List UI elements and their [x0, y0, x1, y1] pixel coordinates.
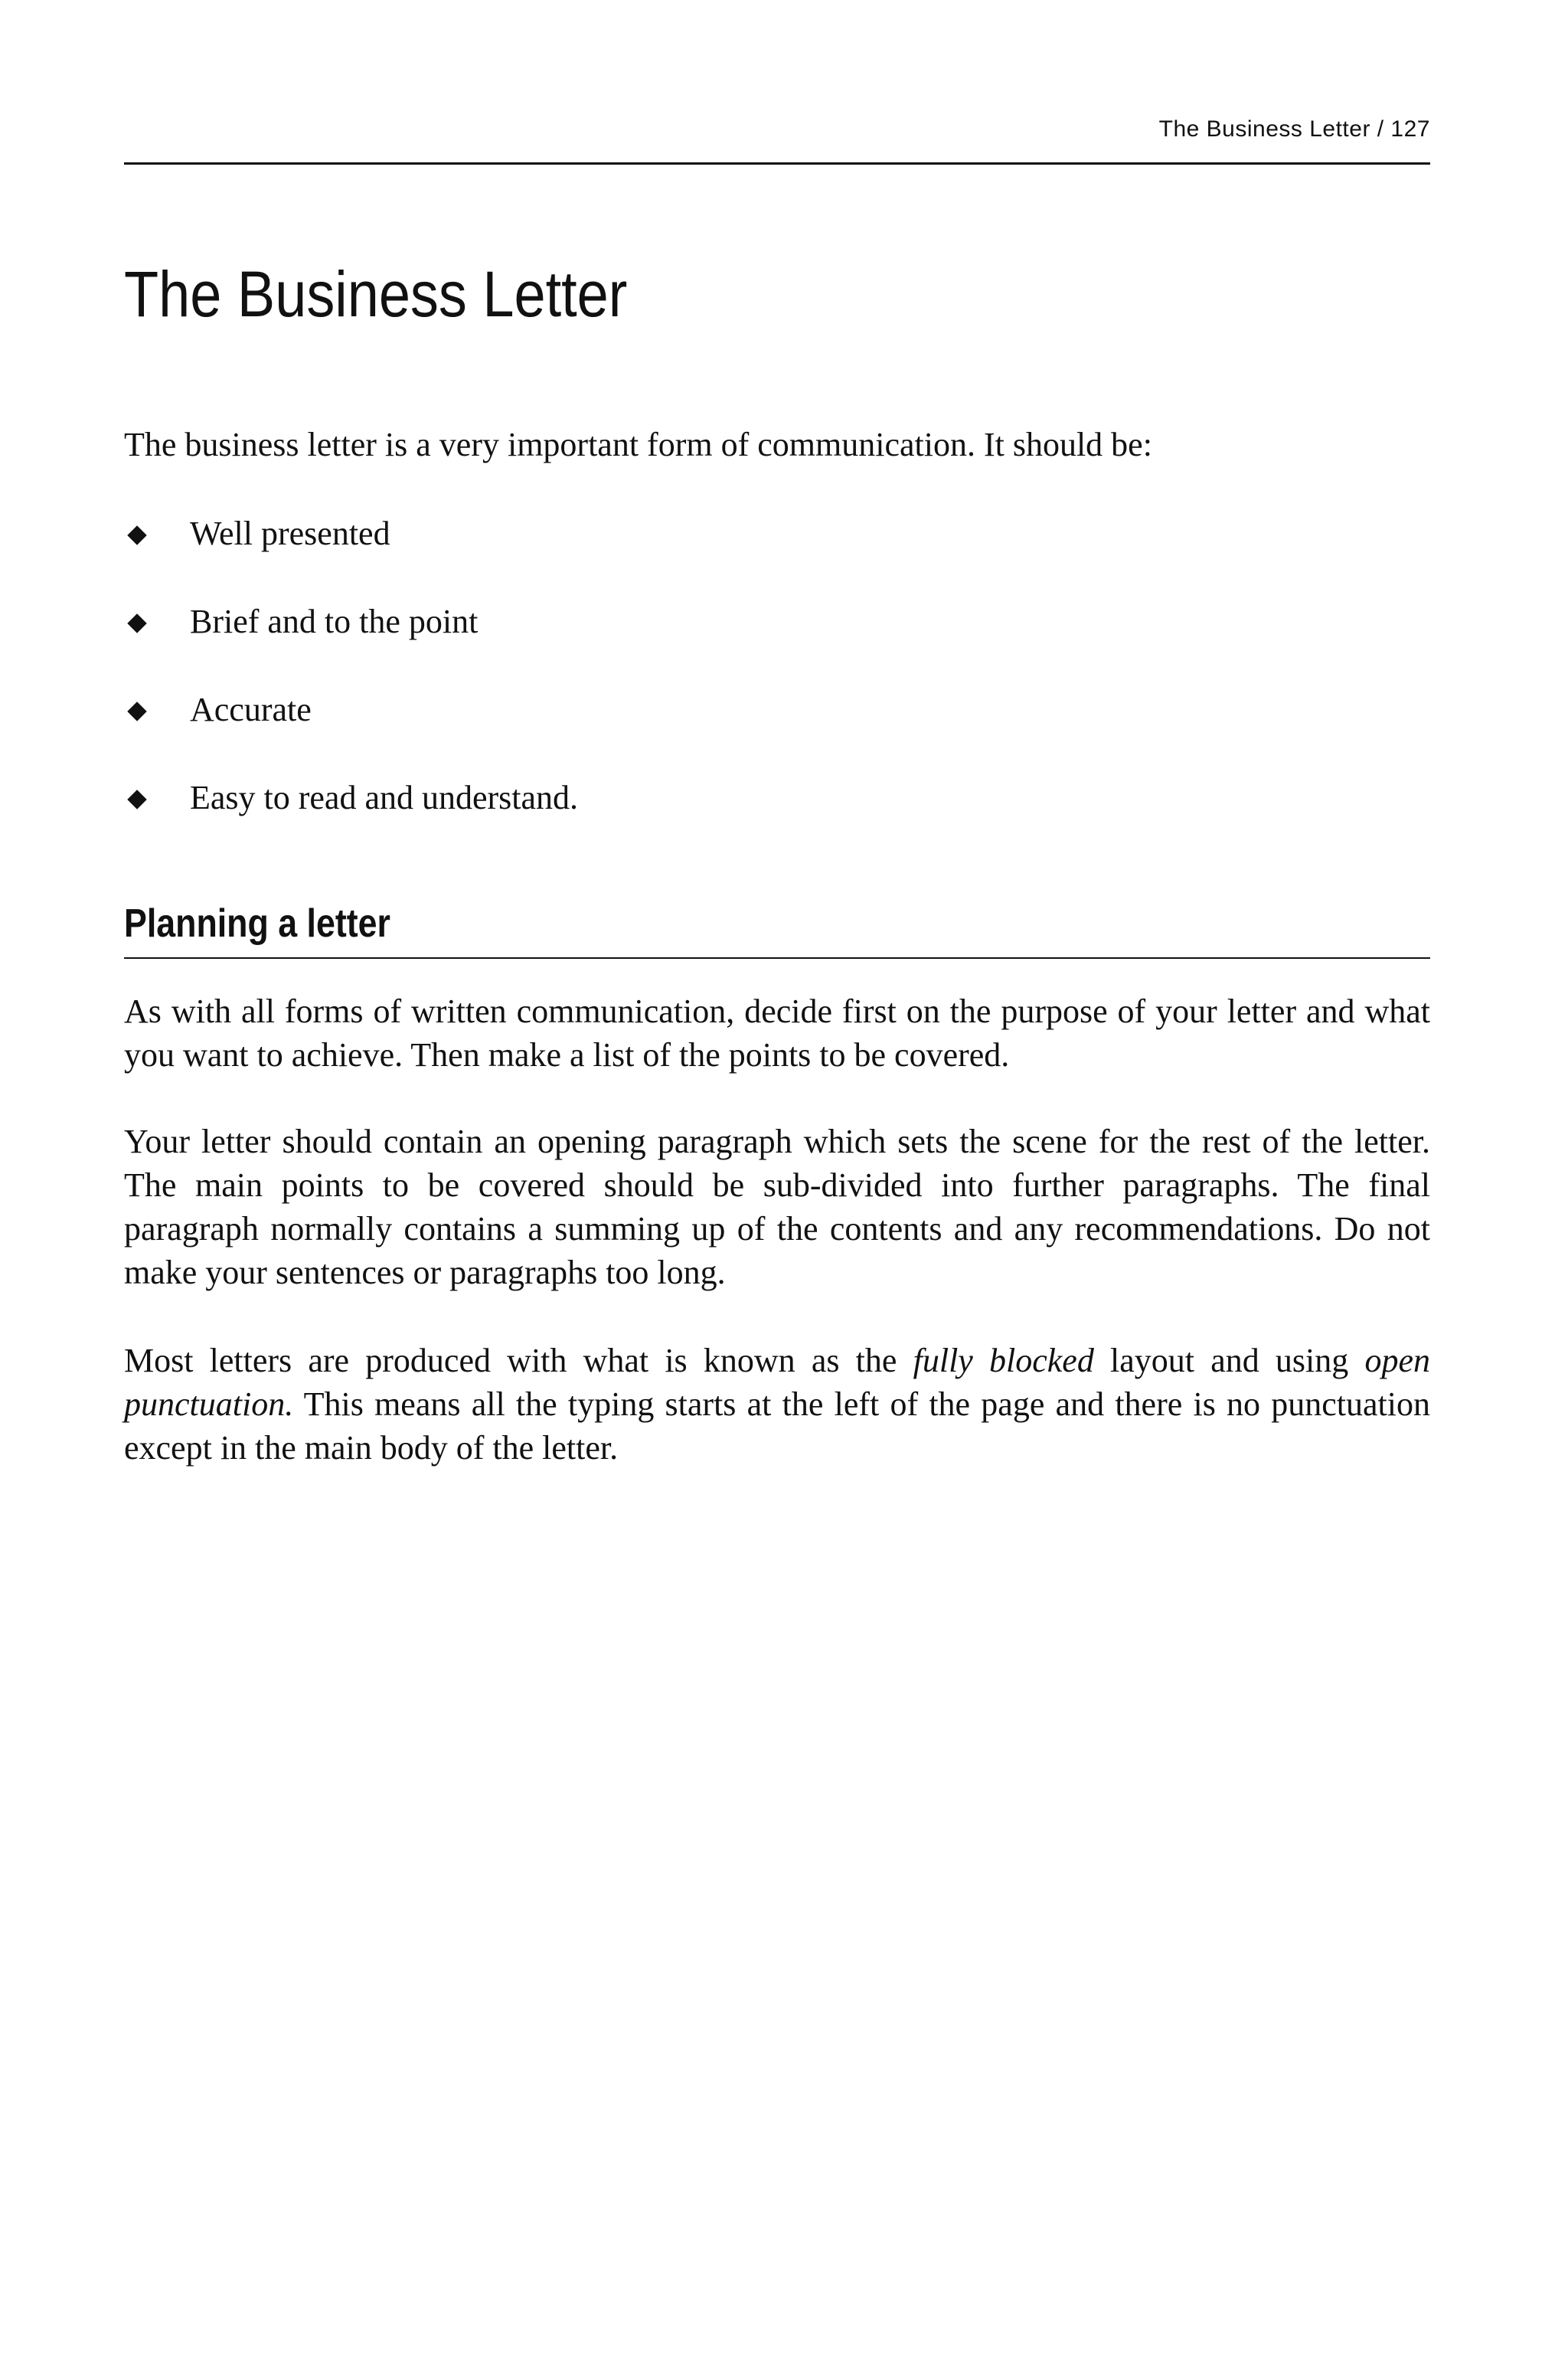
bullet-list [124, 512, 578, 864]
diamond-bullet-icon [127, 525, 146, 545]
header-rule [124, 162, 1430, 165]
italic-term-fully-blocked: fully blocked [913, 1342, 1094, 1379]
list-item [124, 512, 578, 600]
body-paragraph-structure: Your letter should contain an opening paragraph which sets the scene for the rest of the letter. The main points to be covered should be sub-divided into further paragraphs. The final paragraph normally contains a summing up of the contents and any recommendations. Do not make your sentences or paragraphs too long. [124, 1123, 1430, 1291]
paragraph-text: Most letters are produced with what is known as the [124, 1342, 913, 1379]
chapter-title: The Business Letter [124, 258, 628, 330]
body-paragraph-purpose: As with all forms of written communication, decide first on the purpose of your letter and what you want to achieve. Then make a list of the points to be covered. [124, 993, 1430, 1074]
running-head: The Business Letter / 127 [1158, 116, 1430, 142]
italic-term-open-punctuation: open punctuation. [124, 1342, 1431, 1423]
paragraph-text: layout and using [1093, 1342, 1365, 1379]
list-item-text: Easy to read and understand. [190, 779, 579, 816]
list-item-text: Well presented [190, 515, 390, 552]
list-item-text: Brief and to the point [190, 603, 479, 640]
body-paragraph-layout [124, 1339, 1430, 1470]
list-item [124, 776, 578, 864]
diamond-bullet-icon [127, 701, 146, 721]
list-item [124, 688, 578, 776]
intro-paragraph: The business letter is a very important form of communication. It should be: [124, 426, 1152, 463]
section-rule [124, 957, 1430, 959]
list-item-text: Accurate [190, 691, 312, 728]
paragraph-text: This means all the typing starts at the left of the page and there is no punctuation except in the main body of the letter. [124, 1385, 1430, 1467]
diamond-bullet-icon [127, 790, 146, 809]
list-item [124, 600, 578, 688]
section-heading: Planning a letter [124, 901, 390, 946]
diamond-bullet-icon [127, 613, 146, 633]
